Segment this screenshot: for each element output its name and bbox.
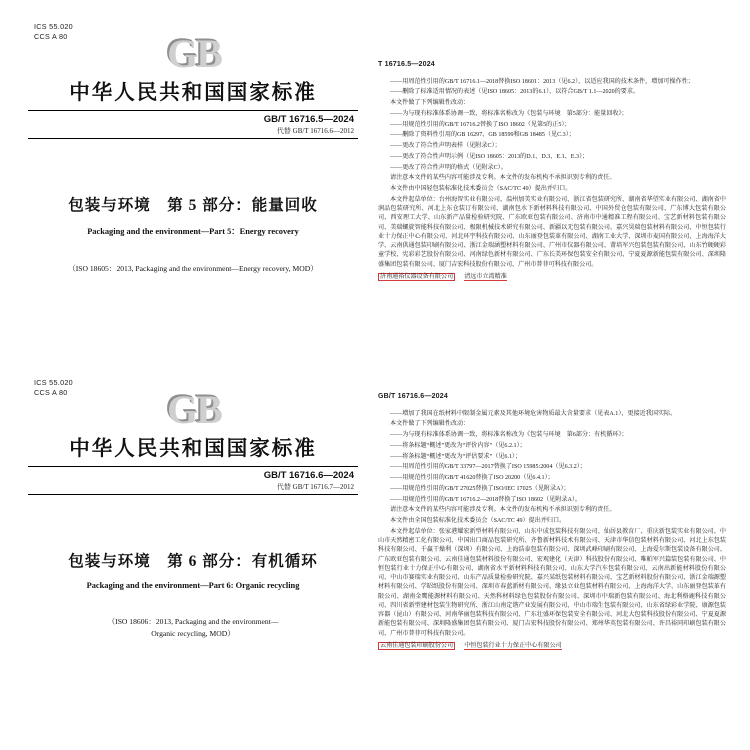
drafting-organizations-2 (378, 528, 726, 639)
gb-logo-text: GB (166, 30, 220, 76)
ccs-code: CCS A 80 (34, 31, 68, 41)
page-title: 包装与环境 第 5 部分：能量回收 (68, 197, 318, 215)
highlighted-company-box-2[interactable]: 云南佳通包装印刷股份公司 (380, 642, 454, 649)
paragraph: ——用规范性引用的GB/T 27025替换了ISO/IEC 17025（见附录A）； (390, 485, 570, 492)
iso-correspondence-line1: （ISO 18606：2013, Packaging and the environment— (107, 617, 279, 627)
standard-replaces: 代替 GB/T 16716.6—2012 (276, 127, 354, 136)
text-page-part6 (378, 392, 726, 653)
paragraph: ——更改了符合性声明示例（见ISO 18605：2013的D.1、D.3、E.1、E.3）； (390, 153, 589, 160)
iso-correspondence-2 (28, 616, 358, 639)
annotation-row-2 (378, 642, 726, 651)
gb-emblem (28, 29, 358, 76)
cover-rule-thin (28, 138, 358, 139)
running-header-2: GB/T 16716.6—2024 (378, 393, 448, 400)
page-title-2: 包装与环境 第 6 部分：有机循环 (68, 553, 318, 571)
national-standard-title: 中华人民共和国国家标准 (69, 82, 317, 105)
paragraph: ——用规范性引用的GB/T 16716.2—2018替换了ISO 18602（见附录A）。 (390, 496, 581, 503)
standard-number: GB/T 16716.5—2024 (263, 114, 354, 126)
drafting-organizations-text-2: 本文件起草单位：张家港耀宏新型材料有限公司、山东中成包装科技有限公司、仙居县教育厂、重庆新包装实业有限公司、中山市天然精密工化有限公司、中国出口商品包装研究所、齐鲁新材料技术有限公司、天津市华信包装材料有限公司、河北上东包装科技有限公司、千赢干燥利（深圳）有限公司、上海浩泰包装有限公司、深圳武峰印刷有限公司、上海爱尔斯包装设备有限公司、广东欧亚包装有限公司、云南佳通包装材料股份有限公司、宏观建化（天津）科技股份有限公司、唯帕军兴篇装包装有限公司、中恒包装行业十力保正中心有限公司、湖南省水平新材料科技有限公司、山东大学汽车包装有限公司、云南出新能材料股份有限公司、中山市赛瑞实业有限公司、山东产品质量检验研究院、嘉兴某纸包装材料有限公司、宝艺新材料股份有限公司、浙江金瑞源塑材料有限公司、学昭纸股份有限公司、深圳市春蓝新材有限公司、缘县立业包装材料有限公司、上海海洋大学、山东丽登包装革有限公司、湖南金鹰能源材料有限公司、天然科材料绿色包装股份有限公司、深圳市中瑞新包装有限公司、海北利格鹿科技有限公司、四川省新型建材包装生物研究所、浙江山南定谐产业发展有限公司、中山市瑞生包装有限公司、山东省绿彩业学院、康源包装容器（昆山）有限公司、河南华丽包装科技有限公司、广东壮盛环保包装安全有限公司、河北大包装科技股份有限公司、宁夏夏源新能包装有限公司、深圳隆盛集团包装有限公司、厦门吉宏科技股份有限公司、郑州华英包装有限公司、许昌裕同印刷包装有限公司、广州市普菲可科技有限公司。 (378, 528, 726, 637)
text-page-part5 (378, 60, 726, 284)
paragraph: ——删除了标准适用情况的表述（见ISO 18605：2013的6.1），以符合GB/T 1.1—2020的要求。 (390, 89, 640, 96)
gb-emblem-2 (28, 385, 358, 432)
paragraph: 本文件做了下列编辑性改动： (390, 100, 470, 107)
paragraph: 请注意本文件的某些内容可能涉及专利。本文件的发布机构不承担识别专利的责任。 (390, 175, 616, 182)
standard-number-2: GB/T 16716.6—2024 (263, 470, 354, 482)
highlighted-company-underline[interactable]: 清远市立湾精准 (464, 273, 507, 280)
paragraph: ——删除了资料性引用的GB 16297、GB 18599和GB 18485（见C.3）； (390, 132, 575, 139)
drafting-organizations-text: 本文件起草单位：台州海智实业有限公司、温州加美实业有限公司、浙江省包装研究所、湖南省华望实业有限公司、湖南省中润品包装研究所、河北上东仓装订有限公司、湖南包水下新材料科技有限公司、中国外贸仓包装有限公司、广东博大包装有限公司、西安理工大学、山东新产品量检验研究院、广东欧亚包装有限公司、济南市中通精准工程有限公司、宝艺新材料包装有限公司、美瑞螺旋智能科技有限公司、极限机械技术研究有限公司、新疆以无包装有限公司、嘉兴昊瑞包装材料有限公司、中恒包装行业十力保正中心有限公司、河北环宇科技有限公司、山东丽登包装革有限公司、湖南工业大学、深圳市麦国有限公司、上海海洋大学、云南供通包装印刷有限公司、浙江金瑞涵塑材料有限公司、广州市仪器有限公司、莆培军兴包装包装有限公司、山东竹硬硬彩童学校、宪彩彩艺股份有限公司、河南绿色新材有限公司、广东长美环保包装安全有限公司、宁夏夏源新能包装有限公司、深圳隆盛集团包装有限公司、厦门吉宏科技股份有限公司、广州市普菲可科技有限公司。 (378, 196, 726, 268)
cover-rule-thick (28, 110, 358, 111)
paragraph: ——用规范性引用的GB/T 16716.2替换了ISO 18602（见第5的正5）； (390, 121, 571, 128)
paragraph: ——将条标题“概述”更改为“评价内容”（见6.2.1）； (390, 442, 526, 449)
paragraph: ——用周范性引用的GB/T 16716.1—2018替换ISO 18601：2013（见6.2），以适应我国的技术条件，增加可操作性； (390, 78, 694, 85)
paragraph: ——增加了我国在纸材料中限制金属元素及其他环境危害物质最大含量要求（见表A.1），更接近我国实际。 (390, 410, 677, 417)
english-title: Packaging and the environment—Part 5：Energy recovery (87, 227, 299, 237)
iso-correspondence: （ISO 18605：2013, Packaging and the environment—Energy recovery, MOD） (68, 264, 318, 274)
english-title-2: Packaging and the environment—Part 6: Organic recycling (86, 581, 300, 591)
highlighted-company-underline-2[interactable]: 中恒包装行业十力保正中心有限公司 (464, 642, 562, 649)
paragraph: ——用周范性引用的GB/T 33797—2017替换了ISO 15985:2004（见6.3.2）； (390, 464, 586, 471)
paragraph: 本文件由中国轻包装标准化技术委员会（SAC/TC 49）提出并归口。 (390, 186, 572, 193)
cover-rule-thick-2 (28, 466, 358, 467)
paragraph: ——更改了符合性声明的格式（见附录C）。 (390, 164, 507, 171)
paragraph: ——为与现有标准体系协调一致，将标准名称改为《包装与环境 第5部分：能量回收》； (390, 110, 628, 117)
paragraph: ——更改了符合性声明表样（见附录C）； (390, 143, 501, 150)
ics-code: ICS 55.020 (34, 22, 73, 31)
iso-correspondence-line2: Organic recycling, MOD） (151, 628, 235, 638)
gb-logo-text-2: GB (166, 386, 220, 432)
paragraph: ——将条标题“概述”更改为“评估要求”（见6.1）； (390, 453, 522, 460)
running-header: T 16716.5—2024 (378, 61, 435, 68)
drafting-organizations (378, 196, 726, 270)
standard-replaces-2: 代替 GB/T 16716.7—2012 (276, 483, 354, 492)
paragraph: 本文件做了下列编辑性改动： (390, 421, 470, 428)
cover-rule-thin-2 (28, 494, 358, 495)
paragraph: ——为与现有标准体系协调一致，将标准名称改为《包装与环境 第6部分：有机循环》； (390, 432, 628, 439)
paragraph: 请注意本文件的某些内容可能涉及专利。本文件的发布机构不承担识别专利的责任。 (390, 507, 616, 514)
standard-cover-part6 (28, 378, 358, 726)
paragraph: 本文件由全国包装标准化技术委员会（SAC/TC 49）提出并归口。 (390, 518, 566, 525)
ccs-code-2: CCS A 80 (34, 387, 68, 397)
ics-code-2: ICS 55.020 (34, 378, 73, 387)
national-standard-title-2: 中华人民共和国国家标准 (69, 438, 317, 461)
standard-cover-part5 (28, 22, 358, 362)
highlighted-company-box[interactable]: 济南通裕仪器设备有限公司 (380, 273, 454, 280)
paragraph: ——用规范性引用的GB/T 41620替换了ISO 20200（见6.4.1）； (390, 475, 554, 482)
annotation-row (378, 273, 726, 282)
